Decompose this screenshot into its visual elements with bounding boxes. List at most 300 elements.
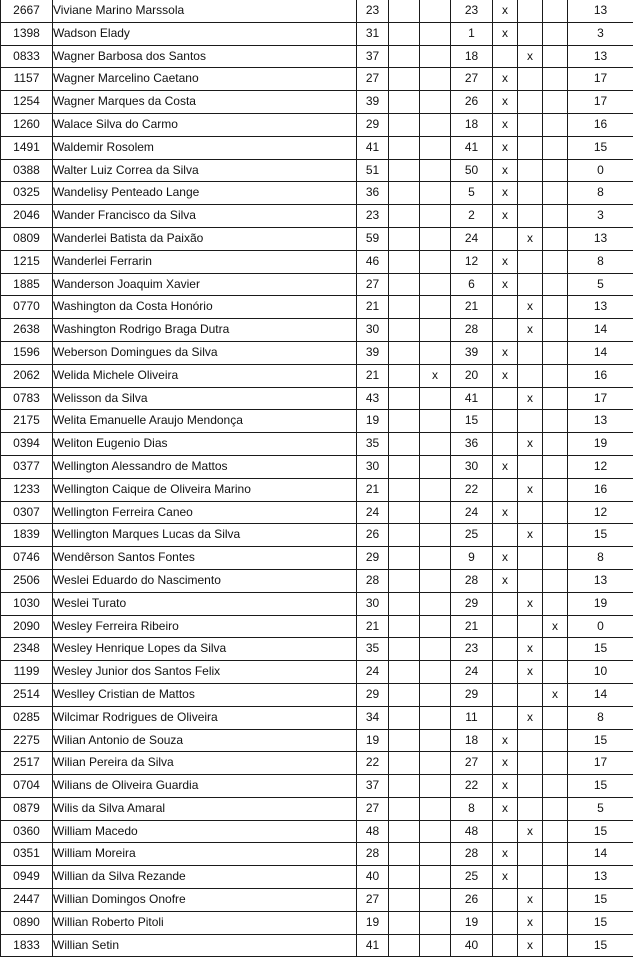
mark-cell-1 — [389, 22, 420, 45]
mark-cell-1 — [389, 775, 420, 798]
mark-cell-3 — [493, 683, 518, 706]
total-cell: 17 — [568, 387, 633, 410]
mark-cell-5 — [543, 889, 568, 912]
mark-cell-3: x — [493, 91, 518, 114]
name-cell: Wellington Ferreira Caneo — [53, 501, 357, 524]
mark-cell-2 — [420, 91, 451, 114]
total-cell: 16 — [568, 364, 633, 387]
value-cell-2: 48 — [451, 820, 493, 843]
code-cell: 2447 — [1, 889, 53, 912]
mark-cell-1 — [389, 341, 420, 364]
mark-cell-4 — [518, 501, 543, 524]
mark-cell-4: x — [518, 433, 543, 456]
table-row — [1, 889, 633, 912]
value-cell-1: 21 — [357, 615, 389, 638]
value-cell-2: 22 — [451, 775, 493, 798]
mark-cell-4: x — [518, 592, 543, 615]
mark-cell-3: x — [493, 843, 518, 866]
value-cell-2: 28 — [451, 569, 493, 592]
name-cell: Welita Emanuelle Araujo Mendonça — [53, 410, 357, 433]
mark-cell-1 — [389, 182, 420, 205]
table-row — [1, 113, 633, 136]
mark-cell-2 — [420, 820, 451, 843]
mark-cell-3 — [493, 592, 518, 615]
mark-cell-5 — [543, 501, 568, 524]
value-cell-1: 28 — [357, 569, 389, 592]
name-cell: Willian Roberto Pitoli — [53, 911, 357, 934]
name-cell: Weslei Turato — [53, 592, 357, 615]
mark-cell-4 — [518, 843, 543, 866]
value-cell-1: 31 — [357, 22, 389, 45]
total-cell: 16 — [568, 478, 633, 501]
mark-cell-3 — [493, 706, 518, 729]
mark-cell-4 — [518, 113, 543, 136]
mark-cell-2 — [420, 68, 451, 91]
name-cell: Wagner Marques da Costa — [53, 91, 357, 114]
name-cell: Wesley Ferreira Ribeiro — [53, 615, 357, 638]
value-cell-2: 18 — [451, 45, 493, 68]
table-row — [1, 45, 633, 68]
mark-cell-3 — [493, 820, 518, 843]
mark-cell-5 — [543, 433, 568, 456]
value-cell-2: 1 — [451, 22, 493, 45]
name-cell: Washington Rodrigo Braga Dutra — [53, 319, 357, 342]
name-cell: William Macedo — [53, 820, 357, 843]
name-cell: Welida Michele Oliveira — [53, 364, 357, 387]
mark-cell-1 — [389, 752, 420, 775]
name-cell: Wilians de Oliveira Guardia — [53, 775, 357, 798]
mark-cell-3: x — [493, 182, 518, 205]
value-cell-1: 30 — [357, 319, 389, 342]
table-row — [1, 182, 633, 205]
name-cell: Viviane Marino Marssola — [53, 0, 357, 22]
name-cell: Wesley Junior dos Santos Felix — [53, 661, 357, 684]
table-row — [1, 433, 633, 456]
mark-cell-4 — [518, 91, 543, 114]
name-cell: Wagner Barbosa dos Santos — [53, 45, 357, 68]
mark-cell-2 — [420, 547, 451, 570]
table-row — [1, 136, 633, 159]
table-row — [1, 478, 633, 501]
table-row — [1, 638, 633, 661]
mark-cell-5 — [543, 775, 568, 798]
table-row — [1, 250, 633, 273]
value-cell-1: 24 — [357, 661, 389, 684]
code-cell: 0307 — [1, 501, 53, 524]
value-cell-1: 27 — [357, 889, 389, 912]
code-cell: 1215 — [1, 250, 53, 273]
table-body — [1, 0, 633, 957]
table-row — [1, 410, 633, 433]
name-cell: Weberson Domingues da Silva — [53, 341, 357, 364]
mark-cell-5: x — [543, 683, 568, 706]
code-cell: 1839 — [1, 524, 53, 547]
code-cell: 2275 — [1, 729, 53, 752]
table-row — [1, 843, 633, 866]
mark-cell-1 — [389, 91, 420, 114]
value-cell-1: 51 — [357, 159, 389, 182]
mark-cell-3: x — [493, 501, 518, 524]
table-row — [1, 866, 633, 889]
total-cell: 15 — [568, 889, 633, 912]
value-cell-2: 25 — [451, 866, 493, 889]
code-cell: 1157 — [1, 68, 53, 91]
mark-cell-5 — [543, 182, 568, 205]
mark-cell-5 — [543, 592, 568, 615]
value-cell-2: 29 — [451, 592, 493, 615]
value-cell-2: 36 — [451, 433, 493, 456]
value-cell-2: 8 — [451, 797, 493, 820]
mark-cell-2 — [420, 455, 451, 478]
total-cell: 14 — [568, 341, 633, 364]
table-row — [1, 547, 633, 570]
mark-cell-5 — [543, 797, 568, 820]
value-cell-2: 30 — [451, 455, 493, 478]
mark-cell-5 — [543, 0, 568, 22]
mark-cell-5 — [543, 547, 568, 570]
mark-cell-4: x — [518, 820, 543, 843]
value-cell-2: 12 — [451, 250, 493, 273]
value-cell-2: 50 — [451, 159, 493, 182]
value-cell-2: 40 — [451, 934, 493, 957]
mark-cell-4 — [518, 729, 543, 752]
value-cell-2: 18 — [451, 113, 493, 136]
table-row — [1, 227, 633, 250]
mark-cell-2 — [420, 159, 451, 182]
name-cell: William Moreira — [53, 843, 357, 866]
mark-cell-1 — [389, 706, 420, 729]
mark-cell-3: x — [493, 455, 518, 478]
table-row — [1, 455, 633, 478]
code-cell: 1833 — [1, 934, 53, 957]
value-cell-1: 21 — [357, 478, 389, 501]
mark-cell-2 — [420, 501, 451, 524]
mark-cell-4 — [518, 615, 543, 638]
mark-cell-4 — [518, 866, 543, 889]
table-row — [1, 615, 633, 638]
mark-cell-5 — [543, 524, 568, 547]
total-cell: 3 — [568, 205, 633, 228]
mark-cell-4: x — [518, 45, 543, 68]
mark-cell-5 — [543, 319, 568, 342]
mark-cell-1 — [389, 843, 420, 866]
total-cell: 14 — [568, 683, 633, 706]
mark-cell-1 — [389, 296, 420, 319]
mark-cell-1 — [389, 455, 420, 478]
name-cell: Wadson Elady — [53, 22, 357, 45]
value-cell-2: 26 — [451, 91, 493, 114]
name-cell: Wanderlei Batista da Paixão — [53, 227, 357, 250]
mark-cell-4 — [518, 547, 543, 570]
mark-cell-3 — [493, 45, 518, 68]
mark-cell-3 — [493, 433, 518, 456]
mark-cell-1 — [389, 227, 420, 250]
code-cell: 2175 — [1, 410, 53, 433]
mark-cell-3: x — [493, 159, 518, 182]
value-cell-2: 20 — [451, 364, 493, 387]
mark-cell-4: x — [518, 661, 543, 684]
code-cell: 2348 — [1, 638, 53, 661]
total-cell: 0 — [568, 159, 633, 182]
mark-cell-2 — [420, 569, 451, 592]
code-cell: 2638 — [1, 319, 53, 342]
total-cell: 15 — [568, 524, 633, 547]
total-cell: 15 — [568, 820, 633, 843]
total-cell: 13 — [568, 45, 633, 68]
value-cell-1: 35 — [357, 638, 389, 661]
mark-cell-2 — [420, 729, 451, 752]
value-cell-2: 18 — [451, 729, 493, 752]
mark-cell-4 — [518, 68, 543, 91]
code-cell: 2506 — [1, 569, 53, 592]
mark-cell-2 — [420, 296, 451, 319]
mark-cell-2 — [420, 205, 451, 228]
value-cell-2: 6 — [451, 273, 493, 296]
mark-cell-3 — [493, 638, 518, 661]
name-cell: Wilcimar Rodrigues de Oliveira — [53, 706, 357, 729]
value-cell-1: 43 — [357, 387, 389, 410]
total-cell: 14 — [568, 319, 633, 342]
mark-cell-2 — [420, 706, 451, 729]
value-cell-1: 19 — [357, 729, 389, 752]
mark-cell-4 — [518, 273, 543, 296]
value-cell-2: 28 — [451, 843, 493, 866]
mark-cell-1 — [389, 501, 420, 524]
table-row — [1, 91, 633, 114]
table-row — [1, 569, 633, 592]
mark-cell-1 — [389, 113, 420, 136]
mark-cell-2 — [420, 22, 451, 45]
mark-cell-1 — [389, 820, 420, 843]
name-cell: Wesley Henrique Lopes da Silva — [53, 638, 357, 661]
mark-cell-2 — [420, 273, 451, 296]
value-cell-2: 22 — [451, 478, 493, 501]
mark-cell-2 — [420, 911, 451, 934]
table-row — [1, 501, 633, 524]
mark-cell-1 — [389, 68, 420, 91]
value-cell-1: 37 — [357, 45, 389, 68]
mark-cell-3 — [493, 296, 518, 319]
table-row — [1, 820, 633, 843]
mark-cell-2: x — [420, 364, 451, 387]
mark-cell-5 — [543, 113, 568, 136]
code-cell: 0783 — [1, 387, 53, 410]
code-cell: 0890 — [1, 911, 53, 934]
mark-cell-5 — [543, 706, 568, 729]
name-cell: Weliton Eugenio Dias — [53, 433, 357, 456]
table-row — [1, 387, 633, 410]
mark-cell-3: x — [493, 136, 518, 159]
mark-cell-1 — [389, 889, 420, 912]
mark-cell-5 — [543, 250, 568, 273]
value-cell-1: 41 — [357, 136, 389, 159]
mark-cell-1 — [389, 410, 420, 433]
table-row — [1, 683, 633, 706]
mark-cell-5 — [543, 752, 568, 775]
code-cell: 0746 — [1, 547, 53, 570]
mark-cell-1 — [389, 364, 420, 387]
total-cell: 13 — [568, 866, 633, 889]
mark-cell-5 — [543, 22, 568, 45]
value-cell-1: 35 — [357, 433, 389, 456]
mark-cell-5 — [543, 159, 568, 182]
value-cell-1: 28 — [357, 843, 389, 866]
table-row — [1, 205, 633, 228]
mark-cell-4 — [518, 683, 543, 706]
mark-cell-5 — [543, 820, 568, 843]
mark-cell-2 — [420, 843, 451, 866]
value-cell-2: 39 — [451, 341, 493, 364]
mark-cell-1 — [389, 615, 420, 638]
code-cell: 1398 — [1, 22, 53, 45]
mark-cell-3 — [493, 410, 518, 433]
mark-cell-1 — [389, 934, 420, 957]
mark-cell-3: x — [493, 547, 518, 570]
mark-cell-4 — [518, 22, 543, 45]
mark-cell-3 — [493, 319, 518, 342]
value-cell-1: 26 — [357, 524, 389, 547]
table-row — [1, 341, 633, 364]
mark-cell-2 — [420, 889, 451, 912]
mark-cell-1 — [389, 478, 420, 501]
mark-cell-1 — [389, 638, 420, 661]
mark-cell-2 — [420, 524, 451, 547]
table-row — [1, 319, 633, 342]
mark-cell-1 — [389, 661, 420, 684]
value-cell-2: 5 — [451, 182, 493, 205]
total-cell: 16 — [568, 113, 633, 136]
mark-cell-1 — [389, 205, 420, 228]
value-cell-2: 41 — [451, 387, 493, 410]
mark-cell-1 — [389, 159, 420, 182]
table-row — [1, 729, 633, 752]
value-cell-1: 29 — [357, 547, 389, 570]
mark-cell-4: x — [518, 638, 543, 661]
value-cell-2: 23 — [451, 0, 493, 22]
value-cell-1: 23 — [357, 0, 389, 22]
total-cell: 0 — [568, 615, 633, 638]
code-cell: 1199 — [1, 661, 53, 684]
name-cell: Wanderlei Ferrarin — [53, 250, 357, 273]
mark-cell-1 — [389, 911, 420, 934]
code-cell: 2090 — [1, 615, 53, 638]
mark-cell-4 — [518, 455, 543, 478]
value-cell-2: 24 — [451, 227, 493, 250]
code-cell: 2062 — [1, 364, 53, 387]
mark-cell-3 — [493, 934, 518, 957]
mark-cell-4: x — [518, 934, 543, 957]
value-cell-1: 48 — [357, 820, 389, 843]
mark-cell-2 — [420, 433, 451, 456]
value-cell-1: 39 — [357, 91, 389, 114]
code-cell: 0377 — [1, 455, 53, 478]
table-row — [1, 296, 633, 319]
name-cell: Wendêrson Santos Fontes — [53, 547, 357, 570]
total-cell: 17 — [568, 752, 633, 775]
mark-cell-3: x — [493, 729, 518, 752]
code-cell: 0833 — [1, 45, 53, 68]
mark-cell-2 — [420, 387, 451, 410]
table-row — [1, 364, 633, 387]
total-cell: 17 — [568, 68, 633, 91]
value-cell-2: 2 — [451, 205, 493, 228]
total-cell: 17 — [568, 91, 633, 114]
mark-cell-5 — [543, 569, 568, 592]
total-cell: 15 — [568, 729, 633, 752]
table-row — [1, 592, 633, 615]
mark-cell-5 — [543, 478, 568, 501]
value-cell-2: 27 — [451, 752, 493, 775]
value-cell-1: 30 — [357, 455, 389, 478]
name-cell: Weslley Cristian de Mattos — [53, 683, 357, 706]
name-cell: Waldemir Rosolem — [53, 136, 357, 159]
mark-cell-4 — [518, 182, 543, 205]
mark-cell-4 — [518, 752, 543, 775]
mark-cell-2 — [420, 934, 451, 957]
mark-cell-3 — [493, 911, 518, 934]
value-cell-2: 28 — [451, 319, 493, 342]
total-cell: 12 — [568, 501, 633, 524]
mark-cell-3: x — [493, 866, 518, 889]
mark-cell-1 — [389, 866, 420, 889]
code-cell: 1030 — [1, 592, 53, 615]
value-cell-1: 27 — [357, 273, 389, 296]
mark-cell-5 — [543, 661, 568, 684]
mark-cell-5 — [543, 45, 568, 68]
code-cell: 0879 — [1, 797, 53, 820]
total-cell: 5 — [568, 797, 633, 820]
total-cell: 14 — [568, 843, 633, 866]
value-cell-1: 27 — [357, 68, 389, 91]
mark-cell-3: x — [493, 68, 518, 91]
code-cell: 1260 — [1, 113, 53, 136]
code-cell: 2514 — [1, 683, 53, 706]
mark-cell-3: x — [493, 205, 518, 228]
mark-cell-5 — [543, 729, 568, 752]
mark-cell-2 — [420, 797, 451, 820]
total-cell: 15 — [568, 775, 633, 798]
mark-cell-3: x — [493, 752, 518, 775]
mark-cell-4 — [518, 205, 543, 228]
mark-cell-2 — [420, 410, 451, 433]
mark-cell-2 — [420, 250, 451, 273]
value-cell-1: 37 — [357, 775, 389, 798]
name-cell: Wander Francisco da Silva — [53, 205, 357, 228]
value-cell-2: 26 — [451, 889, 493, 912]
mark-cell-5 — [543, 843, 568, 866]
code-cell: 1596 — [1, 341, 53, 364]
mark-cell-1 — [389, 45, 420, 68]
mark-cell-2 — [420, 752, 451, 775]
table-row — [1, 273, 633, 296]
name-cell: Wilian Pereira da Silva — [53, 752, 357, 775]
code-cell: 0770 — [1, 296, 53, 319]
code-cell: 0949 — [1, 866, 53, 889]
code-cell: 0809 — [1, 227, 53, 250]
name-cell: Walace Silva do Carmo — [53, 113, 357, 136]
mark-cell-4 — [518, 250, 543, 273]
table-row — [1, 68, 633, 91]
mark-cell-1 — [389, 136, 420, 159]
value-cell-1: 39 — [357, 341, 389, 364]
mark-cell-1 — [389, 433, 420, 456]
mark-cell-4 — [518, 136, 543, 159]
code-cell: 0351 — [1, 843, 53, 866]
value-cell-1: 22 — [357, 752, 389, 775]
value-cell-2: 25 — [451, 524, 493, 547]
name-cell: Walter Luiz Correa da Silva — [53, 159, 357, 182]
value-cell-2: 24 — [451, 501, 493, 524]
